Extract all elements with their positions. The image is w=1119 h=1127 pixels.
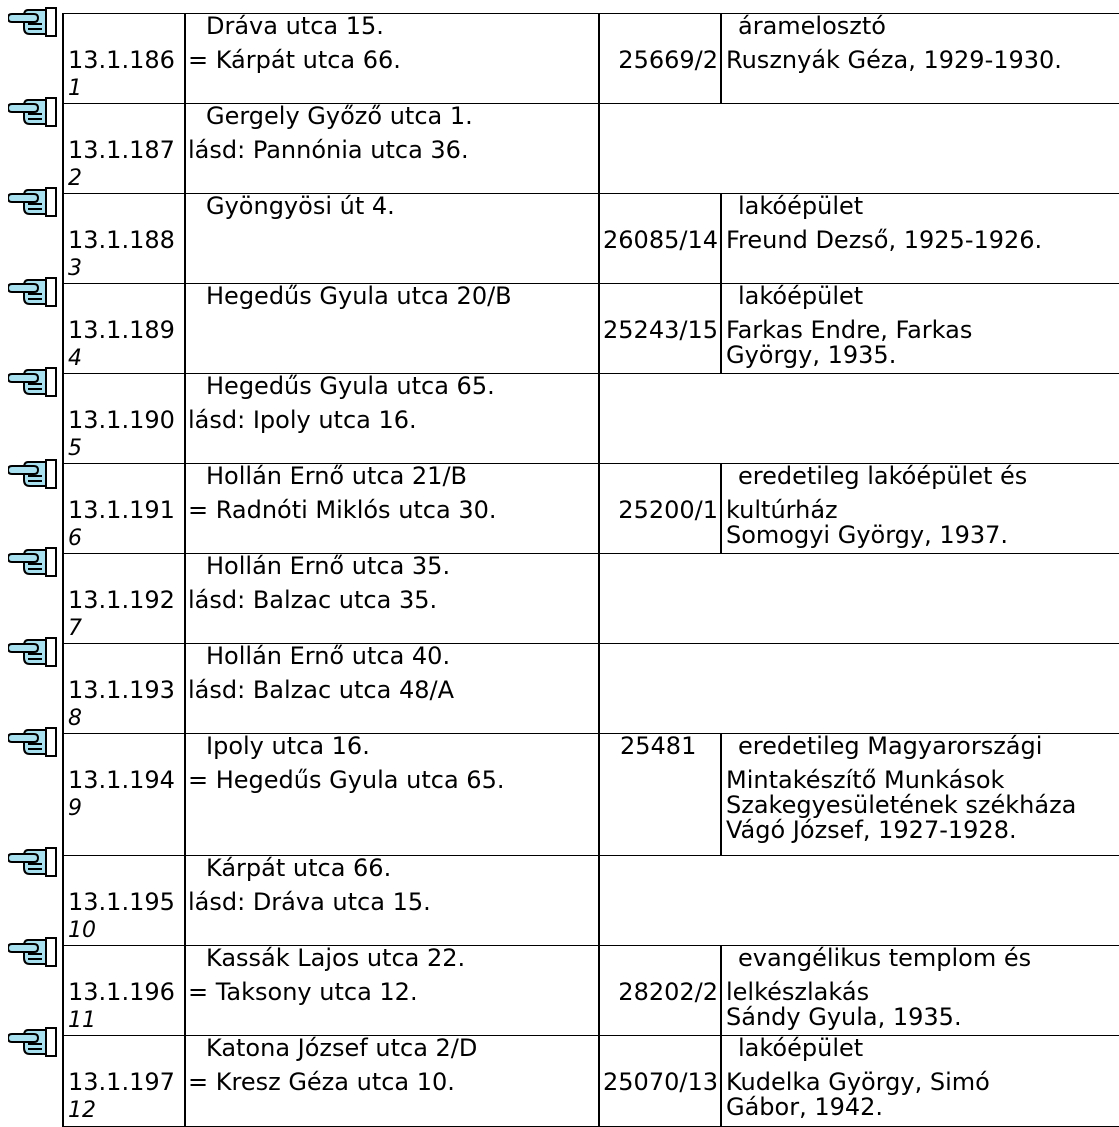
pointing-hand-icon[interactable] bbox=[8, 270, 58, 310]
address-cell bbox=[184, 104, 598, 194]
description-line: Freund Dezső, 1925-1926. bbox=[726, 226, 1043, 254]
entry-code: 13.1.196 bbox=[68, 978, 175, 1006]
address-cross-reference: lásd: Pannónia utca 36. bbox=[188, 136, 469, 164]
description-cell bbox=[720, 946, 1119, 1036]
address-cell bbox=[184, 464, 598, 554]
entry-id-cell bbox=[62, 554, 184, 644]
empty-cell bbox=[598, 554, 1119, 644]
entry-code: 13.1.187 bbox=[68, 136, 175, 164]
street-address: Dráva utca 15. bbox=[206, 14, 384, 40]
address-cell bbox=[184, 644, 598, 734]
entry-code: 13.1.191 bbox=[68, 496, 175, 524]
entry-id-cell bbox=[62, 856, 184, 946]
entry-code: 13.1.188 bbox=[68, 226, 175, 254]
address-cross-reference: = Radnóti Miklós utca 30. bbox=[188, 496, 497, 524]
address-cross-reference: lásd: Balzac utca 48/A bbox=[188, 676, 454, 704]
street-address: Katona József utca 2/D bbox=[206, 1036, 478, 1062]
lot-number-cell bbox=[598, 194, 720, 284]
lot-number-cell bbox=[598, 946, 720, 1036]
table-row bbox=[0, 464, 1119, 554]
pointing-hand-icon[interactable] bbox=[8, 720, 58, 760]
table-row bbox=[0, 194, 1119, 284]
street-address: Hollán Ernő utca 40. bbox=[206, 644, 451, 670]
description-line: kultúrház bbox=[726, 496, 838, 524]
lot-number: 25070/13 bbox=[603, 1068, 718, 1096]
description-line: lelkészlakás bbox=[726, 978, 870, 1006]
lot-number-cell bbox=[598, 14, 720, 104]
description-line: György, 1935. bbox=[726, 341, 897, 369]
pointing-hand-icon[interactable] bbox=[8, 360, 58, 400]
lot-number: 28202/2 bbox=[618, 978, 718, 1006]
building-function: evangélikus templom és bbox=[738, 946, 1032, 972]
lot-number-cell bbox=[598, 464, 720, 554]
description-line: Gábor, 1942. bbox=[726, 1093, 884, 1121]
street-address: Hollán Ernő utca 21/B bbox=[206, 464, 467, 490]
empty-cell bbox=[598, 856, 1119, 946]
entry-id-cell bbox=[62, 946, 184, 1036]
street-address: Hollán Ernő utca 35. bbox=[206, 554, 451, 580]
street-address: Gyöngyösi út 4. bbox=[206, 194, 395, 220]
entry-code: 13.1.193 bbox=[68, 676, 175, 704]
entry-code: 13.1.195 bbox=[68, 888, 175, 916]
entry-sequence-number: 6 bbox=[68, 526, 82, 551]
description-line: Kudelka György, Simó bbox=[726, 1068, 990, 1096]
table-row bbox=[0, 374, 1119, 464]
entry-sequence-number: 11 bbox=[68, 1008, 96, 1033]
table-row bbox=[0, 644, 1119, 734]
street-address: Ipoly utca 16. bbox=[206, 734, 370, 760]
building-function: áramelosztó bbox=[738, 14, 886, 40]
street-address: Hegedűs Gyula utca 20/B bbox=[206, 284, 512, 310]
entry-id-cell bbox=[62, 1036, 184, 1127]
lot-number: 25669/2 bbox=[618, 46, 718, 74]
description-cell bbox=[720, 1036, 1119, 1127]
address-cell bbox=[184, 14, 598, 104]
entry-sequence-number: 2 bbox=[68, 166, 82, 191]
description-line: Sándy Gyula, 1935. bbox=[726, 1003, 962, 1031]
address-cell bbox=[184, 1036, 598, 1127]
street-address: Hegedűs Gyula utca 65. bbox=[206, 374, 495, 400]
pointing-hand-icon[interactable] bbox=[8, 1020, 58, 1060]
building-function: eredetileg lakóépület és bbox=[738, 464, 1028, 490]
address-cell bbox=[184, 374, 598, 464]
street-address: Kárpát utca 66. bbox=[206, 856, 392, 882]
building-function: lakóépület bbox=[738, 1036, 864, 1062]
lot-number-cell bbox=[598, 1036, 720, 1127]
pointing-hand-icon[interactable] bbox=[8, 840, 58, 880]
address-cell bbox=[184, 734, 598, 856]
entry-sequence-number: 8 bbox=[68, 706, 82, 731]
lot-number: 25243/15 bbox=[603, 316, 718, 344]
entry-id-cell bbox=[62, 734, 184, 856]
entry-code: 13.1.186 bbox=[68, 46, 175, 74]
entry-sequence-number: 3 bbox=[68, 256, 82, 281]
lot-number-cell bbox=[598, 734, 720, 856]
table-row bbox=[0, 734, 1119, 856]
street-address: Kassák Lajos utca 22. bbox=[206, 946, 466, 972]
entry-sequence-number: 1 bbox=[68, 76, 82, 101]
table-row bbox=[0, 104, 1119, 194]
entry-id-cell bbox=[62, 104, 184, 194]
pointing-hand-icon[interactable] bbox=[8, 180, 58, 220]
entry-id-cell bbox=[62, 14, 184, 104]
entry-code: 13.1.197 bbox=[68, 1068, 175, 1096]
entry-sequence-number: 4 bbox=[68, 346, 82, 371]
pointing-hand-icon[interactable] bbox=[8, 540, 58, 580]
description-line: Rusznyák Géza, 1929-1930. bbox=[726, 46, 1062, 74]
address-cross-reference: lásd: Ipoly utca 16. bbox=[188, 406, 417, 434]
entry-code: 13.1.194 bbox=[68, 766, 175, 794]
building-function: lakóépület bbox=[738, 284, 864, 310]
address-cell bbox=[184, 284, 598, 374]
pointing-hand-icon[interactable] bbox=[8, 452, 58, 492]
entry-code: 13.1.192 bbox=[68, 586, 175, 614]
entry-code: 13.1.190 bbox=[68, 406, 175, 434]
lot-number: 25481 bbox=[620, 734, 697, 760]
table-row bbox=[0, 856, 1119, 946]
address-cross-reference: = Taksony utca 12. bbox=[188, 978, 418, 1006]
address-cross-reference: = Kárpát utca 66. bbox=[188, 46, 401, 74]
empty-cell bbox=[598, 644, 1119, 734]
pointing-hand-icon[interactable] bbox=[8, 90, 58, 130]
lot-number: 26085/14 bbox=[603, 226, 718, 254]
entry-id-cell bbox=[62, 644, 184, 734]
entry-id-cell bbox=[62, 284, 184, 374]
description-line: Szakegyesületének székháza bbox=[726, 791, 1077, 819]
street-address: Gergely Győző utca 1. bbox=[206, 104, 473, 130]
entry-id-cell bbox=[62, 464, 184, 554]
address-cell bbox=[184, 946, 598, 1036]
description-cell bbox=[720, 734, 1119, 856]
table-row bbox=[0, 946, 1119, 1036]
address-cross-reference: = Hegedűs Gyula utca 65. bbox=[188, 766, 505, 794]
entry-code: 13.1.189 bbox=[68, 316, 175, 344]
pointing-hand-icon[interactable] bbox=[8, 630, 58, 670]
description-line: Somogyi György, 1937. bbox=[726, 521, 1009, 549]
description-line: Vágó József, 1927-1928. bbox=[726, 816, 1017, 844]
pointing-hand-icon[interactable] bbox=[8, 930, 58, 970]
table-row bbox=[0, 554, 1119, 644]
entry-sequence-number: 10 bbox=[68, 918, 96, 943]
address-cell bbox=[184, 554, 598, 644]
empty-cell bbox=[598, 104, 1119, 194]
entry-sequence-number: 12 bbox=[68, 1098, 96, 1123]
description-cell bbox=[720, 284, 1119, 374]
description-line: Farkas Endre, Farkas bbox=[726, 316, 973, 344]
description-line: Mintakészítő Munkások bbox=[726, 766, 1005, 794]
entry-sequence-number: 9 bbox=[68, 796, 82, 821]
address-cross-reference: lásd: Dráva utca 15. bbox=[188, 888, 431, 916]
description-cell bbox=[720, 14, 1119, 104]
address-cross-reference: = Kresz Géza utca 10. bbox=[188, 1068, 455, 1096]
lot-number: 25200/1 bbox=[618, 496, 718, 524]
lot-number-cell bbox=[598, 284, 720, 374]
building-function: eredetileg Magyarországi bbox=[738, 734, 1043, 760]
entry-id-cell bbox=[62, 374, 184, 464]
description-cell bbox=[720, 464, 1119, 554]
address-cross-reference: lásd: Balzac utca 35. bbox=[188, 586, 438, 614]
entry-sequence-number: 5 bbox=[68, 436, 82, 461]
entry-sequence-number: 7 bbox=[68, 616, 82, 641]
building-function: lakóépület bbox=[738, 194, 864, 220]
table-row bbox=[0, 1036, 1119, 1127]
empty-cell bbox=[598, 374, 1119, 464]
table-row bbox=[0, 284, 1119, 374]
entry-id-cell bbox=[62, 194, 184, 284]
address-cell bbox=[184, 856, 598, 946]
pointing-hand-icon[interactable] bbox=[8, 0, 58, 40]
description-cell bbox=[720, 194, 1119, 284]
address-cell bbox=[184, 194, 598, 284]
table-row bbox=[0, 14, 1119, 104]
